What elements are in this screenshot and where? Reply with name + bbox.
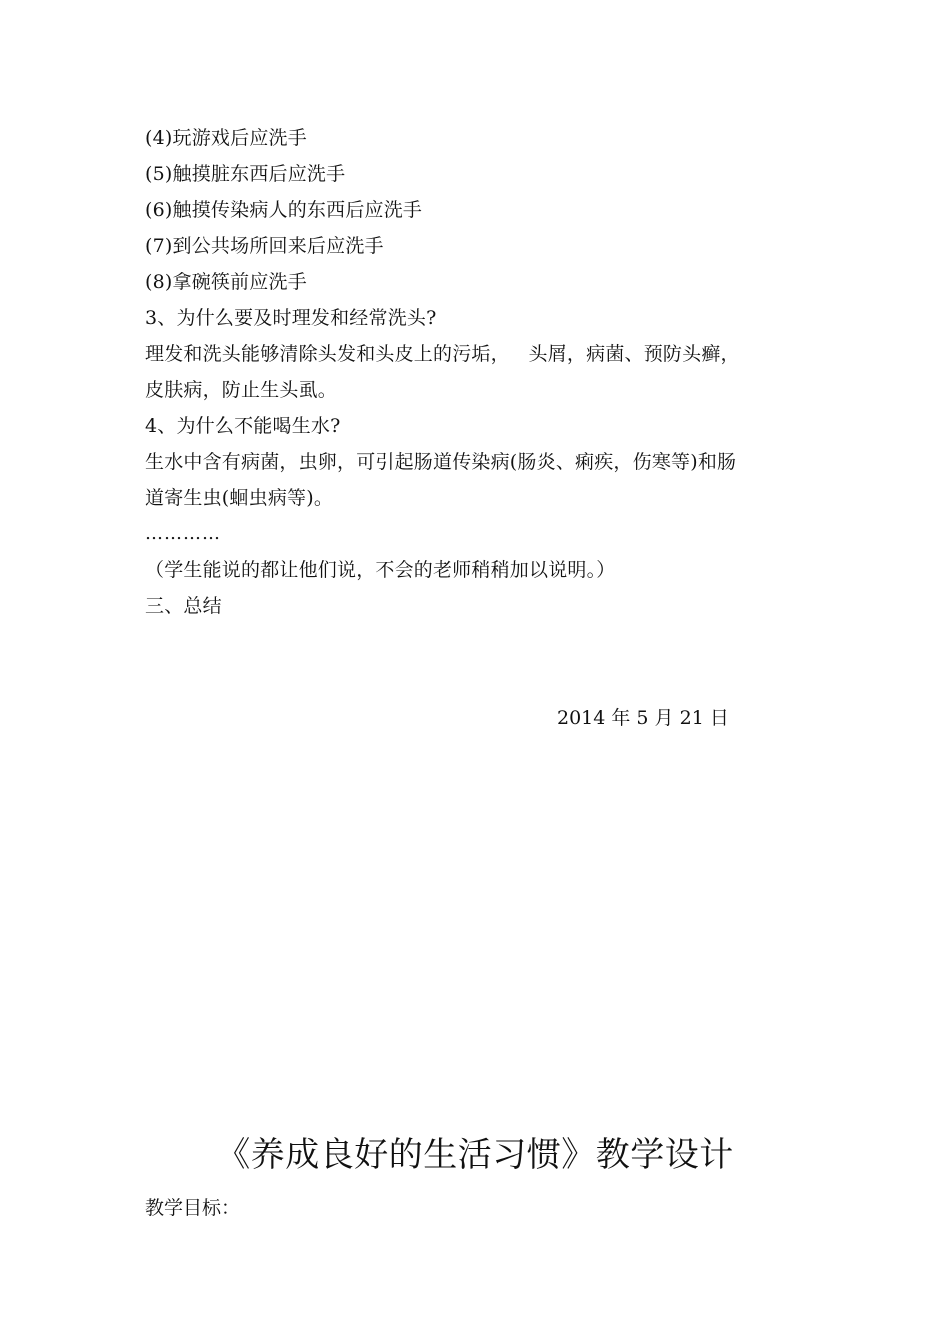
objectives-label: 教学目标： (145, 1197, 241, 1219)
list-item-5: (5)触摸脏东西后应洗手 (145, 163, 346, 185)
answer-4-line-1: 生水中含有病菌，虫卵，可引起肠道传染病(肠炎、痢疾，伤寒等)和肠 (145, 451, 737, 473)
document-body (145, 120, 835, 624)
list-item-4: (4)玩游戏后应洗手 (145, 127, 307, 149)
document-date: 2014 年 5 月 21 日 (557, 707, 729, 729)
list-item-6: (6)触摸传染病人的东西后应洗手 (145, 199, 423, 221)
answer-4-line-2: 道寄生虫(蛔虫病等)。 (145, 487, 334, 509)
question-3: 3、为什么要及时理发和经常洗头? (145, 307, 437, 329)
section-summary-heading: 三、总结 (145, 595, 222, 617)
question-4: 4、为什么不能喝生水? (145, 415, 341, 437)
list-item-8: (8)拿碗筷前应洗手 (145, 271, 307, 293)
answer-3-line-2: 皮肤病，防止生头虱。 (145, 379, 338, 401)
teacher-note: （学生能说的都让他们说，不会的老师稍稍加以说明。） (145, 559, 616, 581)
answer-3-line-1: 理发和洗头能够清除头发和头皮上的污垢， 头屑，病菌、预防头癣， (145, 343, 740, 365)
lesson-title: 《养成良好的生活习惯》教学设计 (216, 1135, 734, 1175)
list-item-7: (7)到公共场所回来后应洗手 (145, 235, 384, 257)
ellipsis-line: ………… (145, 523, 221, 544)
